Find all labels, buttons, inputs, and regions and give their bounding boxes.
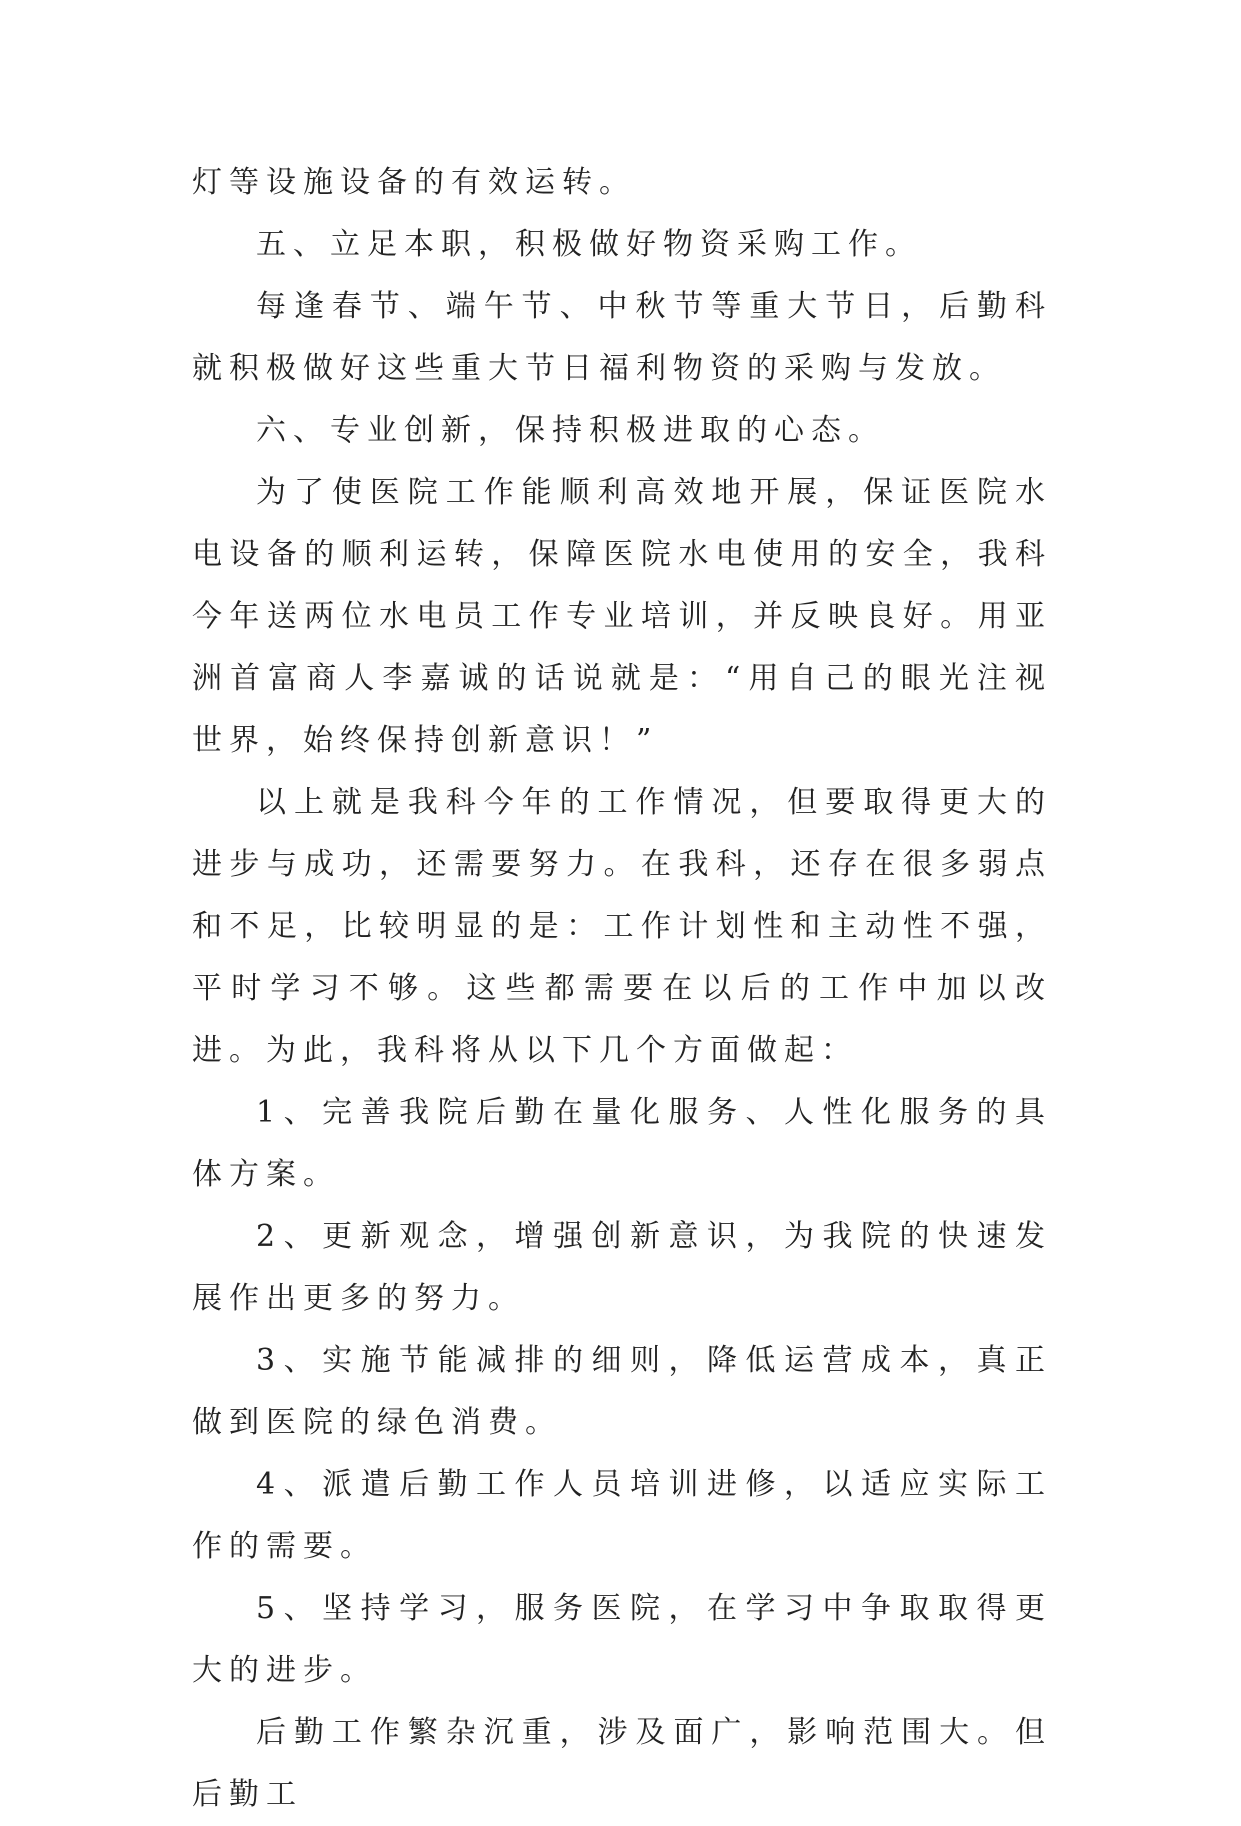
paragraph-5: 为了使医院工作能顺利高效地开展，保证医院水电设备的顺利运转，保障医院水电使用的安全，我科今年送两位水电员工作专业培训，并反映良好。用亚洲首富商人李嘉诚的话说就是：“用自己的眼光注视世界，始终保持创新意识！” [192, 475, 1052, 758]
list-item-5: 5、坚持学习，服务医院，在学习中争取取得更大的进步。 [192, 1591, 1052, 1688]
paragraph-3: 每逢春节、端午节、中秋节等重大节日，后勤科就积极做好这些重大节日福利物资的采购与发放。 [192, 289, 1052, 386]
list-item-2: 2、更新观念，增强创新意识，为我院的快速发展作出更多的努力。 [192, 1219, 1052, 1316]
list-item-3: 3、实施节能减排的细则，降低运营成本，真正做到医院的绿色消费。 [192, 1343, 1052, 1440]
list-item-4: 4、派遣后勤工作人员培训进修，以适应实际工作的需要。 [192, 1467, 1052, 1564]
paragraph-4-heading-six: 六、专业创新，保持积极进取的心态。 [256, 413, 885, 448]
paragraph-1: 灯等设施设备的有效运转。 [192, 165, 636, 200]
paragraph-final: 后勤工作繁杂沉重，涉及面广，影响范围大。但后勤工 [192, 1715, 1052, 1812]
paragraph-2-heading-five: 五、立足本职，积极做好物资采购工作。 [256, 227, 922, 262]
list-item-1: 1、完善我院后勤在量化服务、人性化服务的具体方案。 [192, 1095, 1052, 1192]
document-body [192, 152, 1052, 1826]
paragraph-6: 以上就是我科今年的工作情况，但要取得更大的进步与成功，还需要努力。在我科，还存在很多弱点和不足，比较明显的是：工作计划性和主动性不强，平时学习不够。这些都需要在以后的工作中加以改进。为此，我科将从以下几个方面做起： [192, 785, 1052, 1068]
